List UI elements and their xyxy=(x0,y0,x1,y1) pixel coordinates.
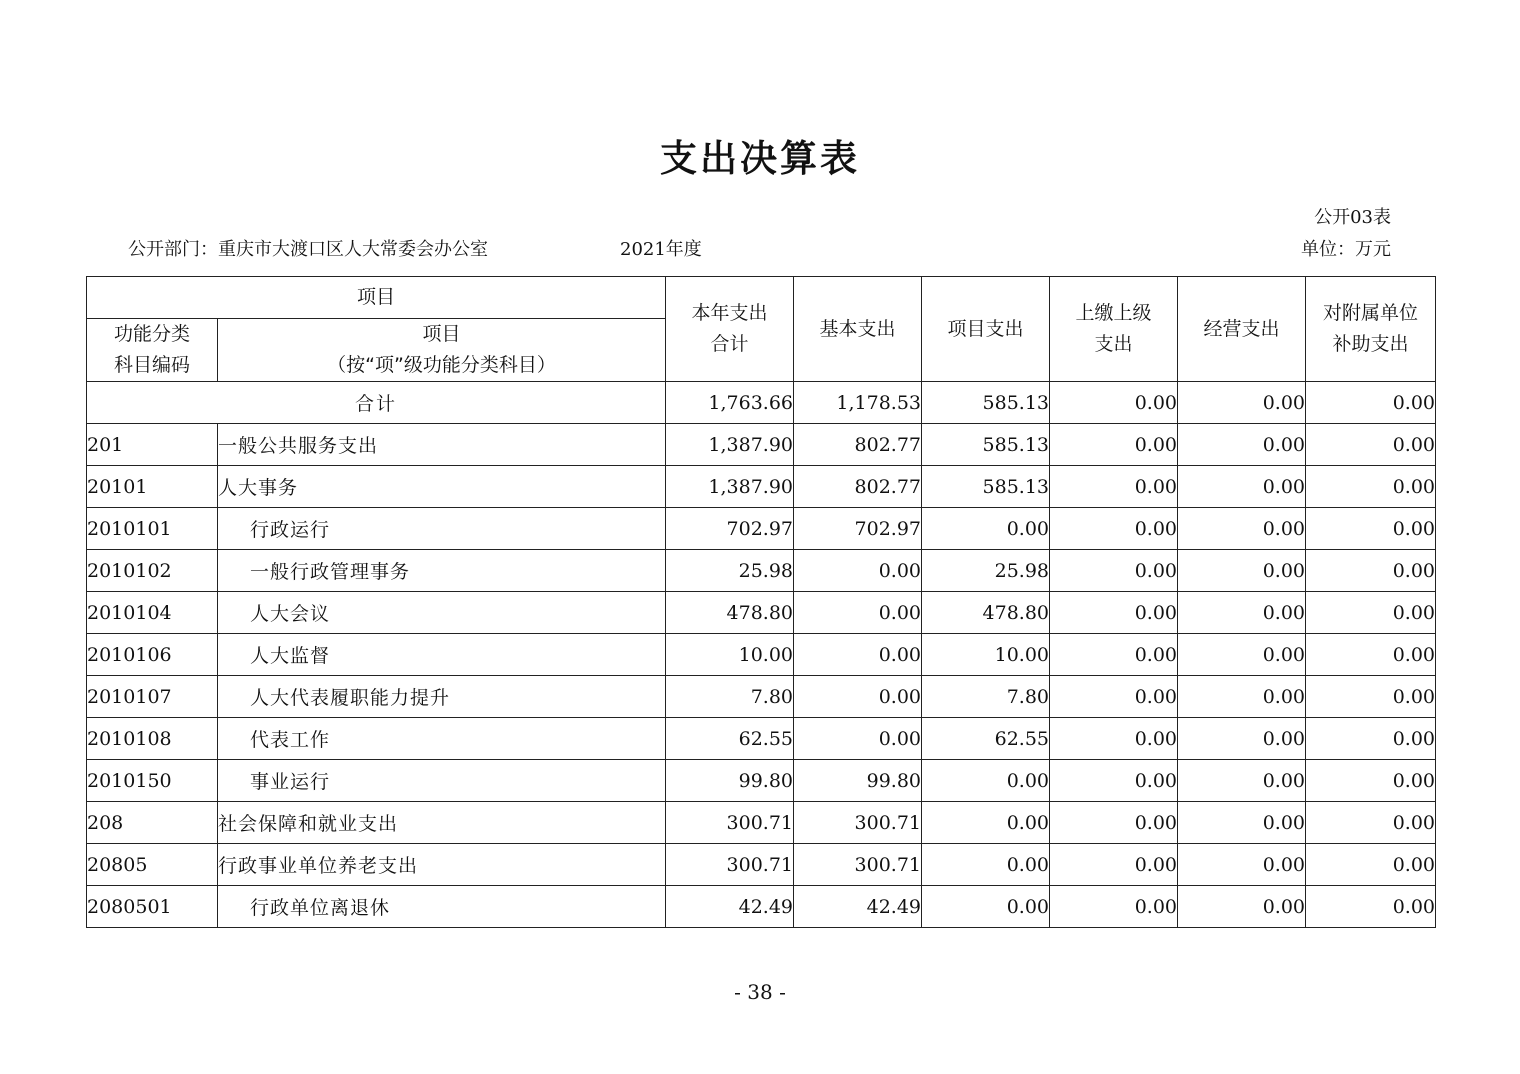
fiscal-year: 2021年度 xyxy=(620,239,702,260)
basic-cell: 42.49 xyxy=(794,886,922,928)
project-cell: 585.13 xyxy=(922,382,1050,424)
table-row xyxy=(87,550,1436,592)
operating-cell: 0.00 xyxy=(1178,886,1306,928)
basic-cell: 0.00 xyxy=(794,718,922,760)
table-row xyxy=(87,634,1436,676)
table-row xyxy=(87,886,1436,928)
subsidy-cell: 0.00 xyxy=(1306,592,1436,634)
total-cell: 1,387.90 xyxy=(666,466,794,508)
operating-cell: 0.00 xyxy=(1178,592,1306,634)
subsidy-cell: 0.00 xyxy=(1306,886,1436,928)
operating-cell: 0.00 xyxy=(1178,718,1306,760)
basic-cell: 0.00 xyxy=(794,550,922,592)
operating-cell: 0.00 xyxy=(1178,466,1306,508)
name-cell: 一般公共服务支出 xyxy=(218,424,666,466)
unit-label: 单位：万元 xyxy=(1301,239,1391,260)
total-cell: 702.97 xyxy=(666,508,794,550)
project-cell: 62.55 xyxy=(922,718,1050,760)
upper-cell: 0.00 xyxy=(1050,676,1178,718)
project-cell: 7.80 xyxy=(922,676,1050,718)
operating-cell: 0.00 xyxy=(1178,550,1306,592)
upper-cell: 0.00 xyxy=(1050,760,1178,802)
upper-cell: 0.00 xyxy=(1050,802,1178,844)
subsidy-cell: 0.00 xyxy=(1306,634,1436,676)
operating-cell: 0.00 xyxy=(1178,382,1306,424)
subsidy-cell: 0.00 xyxy=(1306,802,1436,844)
subsidy-cell: 0.00 xyxy=(1306,508,1436,550)
name-cell: 行政事业单位养老支出 xyxy=(218,844,666,886)
operating-cell: 0.00 xyxy=(1178,844,1306,886)
total-cell: 478.80 xyxy=(666,592,794,634)
name-cell: 一般行政管理事务 xyxy=(218,550,666,592)
name-cell: 人大代表履职能力提升 xyxy=(218,676,666,718)
total-cell: 300.71 xyxy=(666,802,794,844)
subsidy-cell: 0.00 xyxy=(1306,676,1436,718)
document-title: 支出决算表 xyxy=(660,137,860,180)
total-cell: 7.80 xyxy=(666,676,794,718)
basic-cell: 702.97 xyxy=(794,508,922,550)
name-cell: 社会保障和就业支出 xyxy=(218,802,666,844)
code-cell: 2010150 xyxy=(87,760,218,802)
total-cell: 10.00 xyxy=(666,634,794,676)
operating-cell: 0.00 xyxy=(1178,676,1306,718)
project-cell: 0.00 xyxy=(922,844,1050,886)
upper-cell: 0.00 xyxy=(1050,508,1178,550)
code-cell: 2010104 xyxy=(87,592,218,634)
basic-cell: 300.71 xyxy=(794,802,922,844)
code-cell: 2010101 xyxy=(87,508,218,550)
upper-cell: 0.00 xyxy=(1050,634,1178,676)
table-row xyxy=(87,760,1436,802)
upper-cell: 0.00 xyxy=(1050,466,1178,508)
operating-cell: 0.00 xyxy=(1178,508,1306,550)
code-cell: 201 xyxy=(87,424,218,466)
upper-cell: 0.00 xyxy=(1050,718,1178,760)
header-upper-remit: 上缴上级 支出 xyxy=(1050,277,1178,382)
operating-cell: 0.00 xyxy=(1178,634,1306,676)
table-row xyxy=(87,466,1436,508)
subsidy-cell: 0.00 xyxy=(1306,550,1436,592)
project-cell: 0.00 xyxy=(922,760,1050,802)
header-name: 项目 （按“项”级功能分类科目） xyxy=(218,319,666,382)
subsidy-cell: 0.00 xyxy=(1306,466,1436,508)
name-cell: 代表工作 xyxy=(218,718,666,760)
header-operating: 经营支出 xyxy=(1178,277,1306,382)
upper-cell: 0.00 xyxy=(1050,844,1178,886)
total-cell: 42.49 xyxy=(666,886,794,928)
header-basic: 基本支出 xyxy=(794,277,922,382)
total-cell: 300.71 xyxy=(666,844,794,886)
total-cell: 25.98 xyxy=(666,550,794,592)
basic-cell: 802.77 xyxy=(794,424,922,466)
total-cell: 1,387.90 xyxy=(666,424,794,466)
table-row xyxy=(87,424,1436,466)
total-cell: 99.80 xyxy=(666,760,794,802)
name-cell: 行政单位离退休 xyxy=(218,886,666,928)
name-cell: 行政运行 xyxy=(218,508,666,550)
project-cell: 25.98 xyxy=(922,550,1050,592)
department-label: 公开部门：重庆市大渡口区人大常委会办公室 xyxy=(128,239,488,260)
table-row xyxy=(87,802,1436,844)
name-cell: 人大会议 xyxy=(218,592,666,634)
project-cell: 585.13 xyxy=(922,424,1050,466)
total-cell: 62.55 xyxy=(666,718,794,760)
code-cell: 2010106 xyxy=(87,634,218,676)
table-row xyxy=(87,508,1436,550)
table-row xyxy=(87,592,1436,634)
code-cell: 2010107 xyxy=(87,676,218,718)
header-subsidy: 对附属单位 补助支出 xyxy=(1306,277,1436,382)
basic-cell: 99.80 xyxy=(794,760,922,802)
project-cell: 478.80 xyxy=(922,592,1050,634)
expenditure-table xyxy=(86,276,1436,928)
total-row xyxy=(87,382,1436,424)
subsidy-cell: 0.00 xyxy=(1306,760,1436,802)
header-project: 项目 xyxy=(87,277,666,319)
basic-cell: 0.00 xyxy=(794,676,922,718)
name-cell: 事业运行 xyxy=(218,760,666,802)
operating-cell: 0.00 xyxy=(1178,802,1306,844)
code-cell: 2010108 xyxy=(87,718,218,760)
upper-cell: 0.00 xyxy=(1050,592,1178,634)
form-number: 公开03表 xyxy=(1314,207,1391,228)
total-cell: 1,763.66 xyxy=(666,382,794,424)
upper-cell: 0.00 xyxy=(1050,424,1178,466)
name-cell: 人大监督 xyxy=(218,634,666,676)
code-cell: 20805 xyxy=(87,844,218,886)
subsidy-cell: 0.00 xyxy=(1306,424,1436,466)
code-cell: 20101 xyxy=(87,466,218,508)
basic-cell: 0.00 xyxy=(794,592,922,634)
table-row xyxy=(87,844,1436,886)
header-project-expenditure: 项目支出 xyxy=(922,277,1050,382)
header-total: 本年支出 合计 xyxy=(666,277,794,382)
upper-cell: 0.00 xyxy=(1050,886,1178,928)
upper-cell: 0.00 xyxy=(1050,550,1178,592)
subsidy-cell: 0.00 xyxy=(1306,844,1436,886)
project-cell: 585.13 xyxy=(922,466,1050,508)
project-cell: 0.00 xyxy=(922,886,1050,928)
basic-cell: 300.71 xyxy=(794,844,922,886)
subsidy-cell: 0.00 xyxy=(1306,718,1436,760)
operating-cell: 0.00 xyxy=(1178,424,1306,466)
total-label: 合计 xyxy=(87,382,666,424)
project-cell: 10.00 xyxy=(922,634,1050,676)
project-cell: 0.00 xyxy=(922,508,1050,550)
subsidy-cell: 0.00 xyxy=(1306,382,1436,424)
basic-cell: 802.77 xyxy=(794,466,922,508)
table-row xyxy=(87,676,1436,718)
operating-cell: 0.00 xyxy=(1178,760,1306,802)
name-cell: 人大事务 xyxy=(218,466,666,508)
basic-cell: 0.00 xyxy=(794,634,922,676)
code-cell: 208 xyxy=(87,802,218,844)
code-cell: 2010102 xyxy=(87,550,218,592)
upper-cell: 0.00 xyxy=(1050,382,1178,424)
project-cell: 0.00 xyxy=(922,802,1050,844)
page-number: - 38 - xyxy=(734,980,786,1004)
basic-cell: 1,178.53 xyxy=(794,382,922,424)
code-cell: 2080501 xyxy=(87,886,218,928)
table-row xyxy=(87,718,1436,760)
header-code: 功能分类 科目编码 xyxy=(87,319,218,382)
